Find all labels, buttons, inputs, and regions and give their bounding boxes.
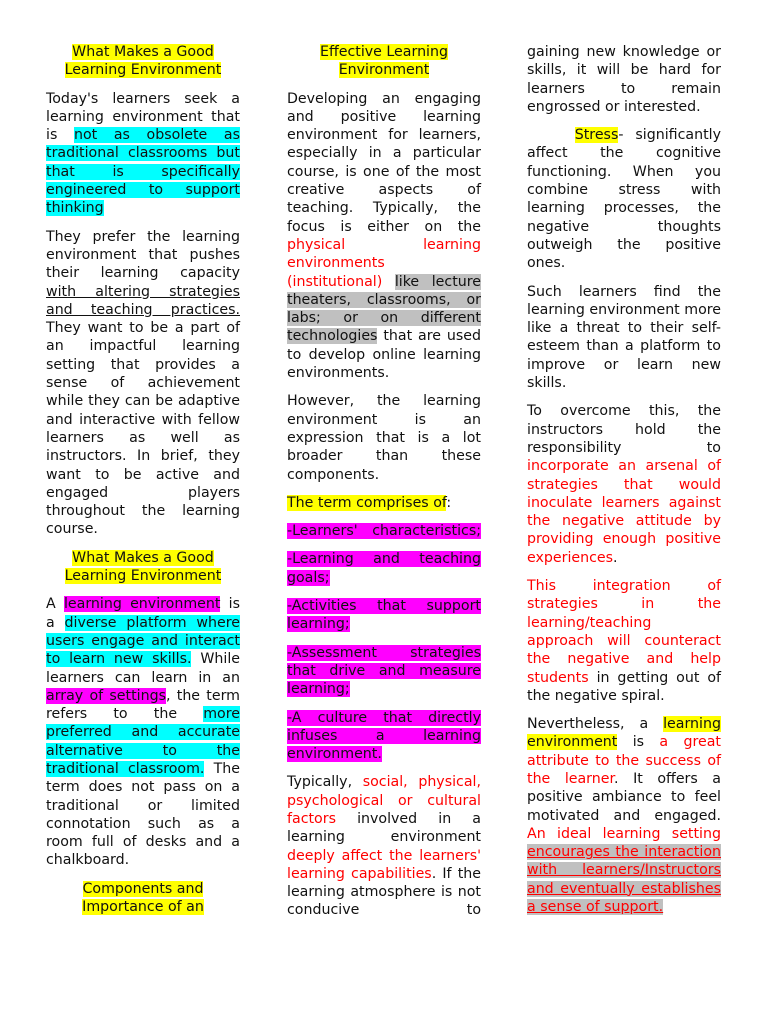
paragraph-term-comprises: The term comprises of:	[287, 494, 452, 511]
column-3	[527, 43, 721, 926]
list-item-activities: -Activities that support learning;	[287, 598, 481, 633]
column-2	[287, 43, 481, 930]
paragraph-integration: This integration of strategies in the learning/teaching approach will counteract the negative and help students in getting out of the negative spiral.	[527, 578, 721, 704]
heading-components-importance: Components and Importance of an	[82, 880, 204, 916]
paragraph-learning-environment-definition: A learning environment is a diverse platform where users engage and interact to learn new skills. While learners can learn in an array of settings, the term refers to the more preferred and accurate alternative to the traditional classroom. The term does not pass on a traditional or limited connotation such as a room full of desks and a chalkboard.	[46, 596, 241, 869]
highlight-cyan: not as obsolete as traditional classrooms but that is specifically engineered to support thinking	[46, 127, 240, 217]
heading-effective-learning-environment: Effective Learning Environment	[320, 44, 448, 79]
column-1	[46, 43, 240, 926]
paragraph-to-overcome: To overcome this, the instructors hold the responsibility to incorporate an arsenal of strategies that would inoculate learners against the negative attitude by providing enough positive experiences.	[527, 403, 721, 566]
paragraph-nevertheless: Nevertheless, a learning environment is a great attribute to the success of the learner. It offers a positive ambiance to feel motivated and engaged. An ideal learning setting encourages the interaction with learners/Instructors and eventually establishes a sense of support.	[527, 716, 722, 916]
list-item-goals: -Learning and teaching goals;	[287, 551, 481, 586]
list-item-characteristics: -Learners' characteristics;	[287, 523, 481, 540]
paragraph-stress: Stress- significantly affect the cognitive functioning. When you combine stress with learning processes, the negative thoughts outweigh the positive ones.	[527, 127, 721, 272]
paragraph-gaining-knowledge: gaining new knowledge or skills, it will be hard for learners to remain engrossed or interested.	[527, 44, 721, 115]
paragraph-however: However, the learning environment is an expression that is a lot broader than these components.	[287, 393, 481, 483]
list-item-assessment: -Assessment strategies that drive and measure learning;	[287, 644, 481, 698]
list-item-culture: -A culture that directly infuses a learning environment.	[287, 709, 481, 763]
paragraph-they-prefer: They prefer the learning environment that pushes their learning capacity with altering strategies and teaching practices. They want to be a part of an impactful learning setting that provides a sense of achievement while they can be adaptive and interactive with fellow learners as well as instructors. In brief, they want to be active and engaged players throughout the learning course.	[46, 228, 240, 538]
paragraph-typically: Typically, social, physical, psychological or cultural factors involved in a learning environment deeply affect the learners' learning capabilities. If the learning atmosphere is not conducive to	[287, 774, 481, 919]
heading-good-learning-environment: What Makes a Good Learning Environment	[64, 44, 222, 79]
paragraph-developing: Developing an engaging and positive learning environment for learners, especially in a particular course, is one of the most creative aspects of teaching. Typically, the focus is either on the physical learning environments (institutional) like lecture theaters, classrooms, or labs; or on different technologies that are used to develop online learning environments.	[287, 90, 481, 382]
paragraph-such-learners: Such learners find the learning environment more like a threat to their self-esteem than a platform to improve or learn new skills.	[527, 283, 722, 392]
underlined-text: with altering strategies and teaching practices.	[46, 283, 240, 318]
heading-good-learning-environment-2: What Makes a Good Learning Environment	[64, 549, 222, 585]
paragraph-todays-learners: Today's learners seek a learning environment that is not as obsolete as traditional classrooms but that is specifically engineered to support thinking	[46, 90, 240, 217]
